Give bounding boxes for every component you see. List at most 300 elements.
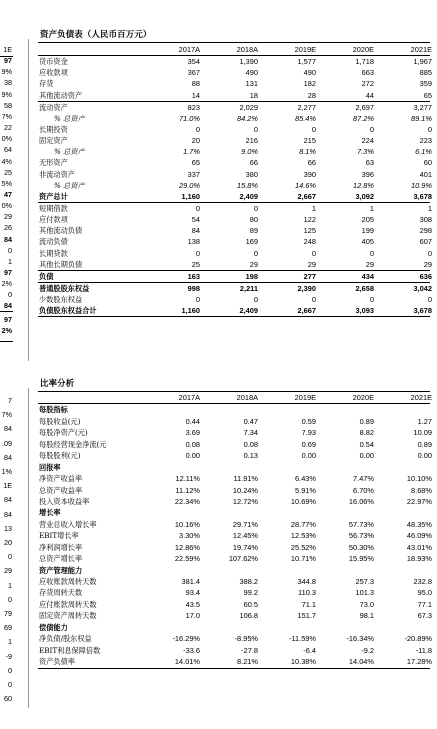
left-fragment-text: 58 — [4, 100, 12, 110]
section-row — [38, 462, 430, 473]
row-label: 流动负债 — [39, 237, 68, 247]
cell-value: 99.2 — [243, 588, 258, 598]
cell-value: 636 — [419, 271, 432, 281]
cell-value: -20.89% — [404, 634, 432, 644]
table-row — [38, 271, 430, 283]
cell-value: 65 — [423, 90, 432, 100]
left-fragment-text: 0 — [8, 594, 12, 604]
left-fragment-text: 97 — [4, 56, 12, 66]
cell-value: 0 — [195, 203, 200, 213]
row-label: 普通股股东权益 — [39, 283, 90, 293]
left-fragment-text: 84 — [4, 301, 12, 311]
cell-value: 19.74% — [232, 542, 258, 552]
table-row — [38, 102, 430, 113]
cell-value: 0 — [195, 295, 200, 305]
table-row — [38, 519, 430, 530]
row-label: 每股股利(元) — [39, 451, 81, 461]
cell-value: 22.97% — [406, 496, 432, 506]
cell-value: -33.6 — [183, 645, 200, 655]
left-fragment-text: 22 — [4, 123, 12, 133]
cell-value: 0.00 — [359, 451, 374, 461]
cell-value: 122 — [303, 215, 316, 225]
cell-value: 7.93 — [301, 428, 316, 438]
cell-value: 2,658 — [355, 283, 374, 293]
table-row — [38, 450, 430, 461]
cell-value: 28.77% — [290, 519, 316, 529]
cell-value: 3,092 — [355, 191, 374, 201]
cell-value: 224 — [361, 136, 374, 146]
left-fragment-text: 26 — [4, 223, 12, 233]
table-row — [38, 56, 430, 67]
cell-value: 15.95% — [348, 554, 374, 564]
cell-value: 380 — [245, 169, 258, 179]
cell-value: 0 — [253, 203, 258, 213]
cell-value: 0 — [195, 248, 200, 258]
cell-value: 1 — [427, 203, 432, 213]
ratio-analysis-title: 比率分析 — [40, 378, 75, 388]
cell-value: 1,967 — [413, 57, 432, 67]
cell-value: 3.69 — [185, 428, 200, 438]
cell-value: 131 — [245, 79, 258, 89]
cell-value: 63 — [365, 158, 374, 168]
table-row — [38, 214, 430, 225]
left-fragment-text: 0 — [8, 680, 12, 689]
row-label: 长期贷款 — [39, 248, 68, 258]
cell-value: 25 — [191, 259, 200, 269]
left-fragment-text: 84 — [4, 424, 12, 434]
cell-value: 215 — [303, 136, 316, 146]
cell-value: 80 — [249, 215, 258, 225]
cell-value: 337 — [187, 169, 200, 179]
cell-value: 29 — [249, 259, 258, 269]
cell-value: 67.3 — [417, 611, 432, 621]
cell-value: 11.12% — [175, 485, 200, 495]
table-row — [38, 473, 430, 484]
cell-value: 6.43% — [295, 474, 316, 484]
cell-value: 1,160 — [181, 306, 200, 316]
cell-value: 2,409 — [239, 306, 258, 316]
row-label: 总资产增长率 — [39, 554, 83, 564]
cell-value: 277 — [303, 271, 316, 281]
cell-value: 7.3% — [357, 147, 374, 157]
row-label: 流动资产 — [39, 102, 68, 112]
cell-value: 663 — [361, 68, 374, 78]
cell-value: 12.11% — [175, 474, 200, 484]
row-label: 无形资产 — [39, 158, 68, 168]
row-label: EBIT利息保障倍数 — [39, 645, 101, 655]
cell-value: 0.69 — [301, 439, 316, 449]
row-label: 其他流动资产 — [39, 90, 83, 100]
cell-value: 0.44 — [185, 416, 200, 426]
cell-value: 29.0% — [179, 180, 200, 190]
cell-value: 607 — [419, 237, 432, 247]
cell-value: 3,277 — [413, 102, 432, 112]
ratio-analysis-table — [38, 392, 430, 669]
left-fragment-text: 20 — [4, 538, 12, 547]
cell-value: 56.73% — [348, 531, 374, 541]
cell-value: 6.1% — [415, 147, 432, 157]
cell-value: 0 — [311, 248, 316, 258]
cell-value: 396 — [361, 169, 374, 179]
row-label: 负债 — [39, 271, 54, 281]
cell-value: 71.0% — [179, 113, 200, 123]
cell-value: 823 — [187, 102, 200, 112]
column-header: 2017A — [178, 45, 200, 54]
cell-value: 1,390 — [239, 57, 258, 67]
row-label: 每股经营现金净流(元 — [39, 439, 107, 449]
table-row — [38, 259, 430, 271]
table-row — [38, 78, 430, 89]
row-label: 长期投资 — [39, 124, 68, 134]
cell-value: 3,093 — [355, 306, 374, 316]
column-divider — [28, 39, 29, 361]
cell-value: 8.21% — [237, 657, 258, 667]
left-fragment-text: 2% — [1, 279, 12, 289]
cell-value: 3.30% — [179, 531, 200, 541]
row-label: 固定资产 — [39, 136, 68, 146]
table-row — [38, 427, 430, 438]
cell-value: 10.09 — [413, 428, 432, 438]
cell-value: 0 — [427, 295, 432, 305]
row-label: 净负债/股东权益 — [39, 634, 92, 644]
column-header: 2018A — [236, 45, 258, 54]
section-row — [38, 404, 430, 415]
cell-value: -16.34% — [346, 634, 374, 644]
cell-value: 0 — [311, 295, 316, 305]
left-fragment-text: 7 — [8, 396, 12, 405]
left-fragment-rule — [0, 341, 13, 342]
cell-value: 367 — [187, 68, 200, 78]
cell-value: 2,211 — [239, 283, 258, 293]
cell-value: 388.2 — [239, 577, 258, 586]
cell-value: -9.2 — [361, 645, 374, 655]
cell-value: 12.8% — [353, 180, 374, 190]
balance-sheet-title: 资产负债表（人民币百万元） — [40, 29, 152, 39]
cell-value: 15.8% — [237, 180, 258, 190]
cell-value: 0.00 — [185, 451, 200, 461]
cell-value: 7.34 — [243, 428, 258, 438]
cell-value: 12.86% — [174, 542, 200, 552]
left-fragment-text: 0% — [1, 134, 12, 144]
table-row — [38, 416, 430, 427]
cell-value: 60.5 — [243, 599, 258, 609]
cell-value: 2,667 — [297, 306, 316, 316]
cell-value: 66 — [307, 158, 316, 168]
cell-value: 85.4% — [295, 113, 316, 123]
cell-value: 18.93% — [406, 554, 432, 564]
cell-value: 2,277 — [297, 102, 316, 112]
cell-value: 43.5 — [185, 599, 200, 609]
left-fragment-text: 9% — [1, 67, 12, 77]
table-row — [38, 191, 430, 203]
left-fragment-text: 84 — [4, 452, 12, 462]
cell-value: 43.01% — [406, 542, 432, 552]
cell-value: 257.3 — [355, 577, 374, 586]
left-fragment-text: 0 — [8, 552, 12, 562]
cell-value: 6.70% — [353, 485, 374, 495]
cell-value: 8.82 — [359, 428, 374, 438]
cell-value: 50.30% — [348, 542, 374, 552]
cell-value: 5.91% — [295, 485, 316, 495]
cell-value: 12.45% — [232, 531, 258, 541]
cell-value: 25.52% — [290, 542, 316, 552]
column-header: 2020E — [352, 393, 374, 402]
cell-value: 308 — [419, 215, 432, 225]
row-label: 资产总计 — [39, 191, 68, 201]
row-label: % 总资产 — [54, 147, 85, 157]
cell-value: 3,678 — [413, 191, 432, 201]
cell-value: 354 — [187, 57, 200, 67]
cell-value: 0.00 — [417, 451, 432, 461]
left-fragment-text: 84 — [4, 234, 12, 244]
section-row — [38, 622, 430, 633]
table-row — [38, 485, 430, 496]
cell-value: 359 — [419, 79, 432, 89]
cell-value: 10.10% — [406, 474, 432, 484]
cell-value: 0 — [369, 124, 374, 134]
row-label: 应付款项 — [39, 215, 68, 225]
table-row — [38, 645, 430, 656]
left-fragment-text: 0 — [8, 290, 12, 300]
left-fragment-text: 84 — [4, 495, 12, 505]
left-fragment-text: 2% — [1, 326, 12, 335]
cell-value: 89 — [249, 226, 258, 236]
table-row — [38, 283, 430, 294]
cell-value: 29 — [423, 259, 432, 269]
cell-value: 272 — [361, 79, 374, 89]
table-row — [38, 633, 430, 644]
table-row — [38, 67, 430, 78]
cell-value: 11.91% — [233, 474, 258, 484]
left-fragment-text: 1 — [8, 256, 12, 266]
balance-sheet-top-rule — [38, 42, 430, 43]
cell-value: 14.04% — [348, 657, 374, 667]
left-fragment-text: 79 — [4, 609, 12, 618]
cell-value: 57.73% — [348, 519, 374, 529]
cell-value: 101.3 — [355, 588, 374, 598]
cell-value: 138 — [187, 237, 200, 247]
cell-value: 60 — [423, 158, 432, 168]
column-header: 2018A — [236, 393, 258, 402]
cell-value: 84.2% — [237, 113, 258, 123]
cell-value: 0 — [369, 248, 374, 258]
cell-value: 182 — [303, 79, 316, 89]
row-label: 应付账款周转天数 — [39, 599, 97, 609]
cell-value: 107.62% — [228, 554, 258, 564]
row-label: 负债股东权益合计 — [39, 306, 97, 316]
cell-value: 0.08 — [243, 439, 258, 449]
cell-value: 14 — [191, 90, 200, 100]
cell-value: 29 — [307, 259, 316, 269]
cell-value: 1.27 — [417, 416, 432, 426]
row-label: 总资产收益率 — [39, 485, 83, 495]
left-fragment-text: 38 — [4, 78, 12, 88]
row-label: 净资产收益率 — [39, 474, 83, 484]
table-row — [38, 169, 430, 180]
table-row — [38, 439, 430, 450]
table-row — [38, 225, 430, 236]
cell-value: 0 — [253, 295, 258, 305]
cell-value: 151.7 — [297, 611, 316, 621]
cell-value: 223 — [419, 136, 432, 146]
cell-value: -11.59% — [289, 634, 316, 644]
row-label: 应收款项 — [39, 68, 68, 78]
row-label: 少数股东权益 — [39, 295, 83, 305]
left-fragment-rule — [0, 56, 13, 57]
cell-value: 28 — [307, 90, 316, 100]
header-row — [38, 392, 430, 404]
cell-value: 65 — [191, 158, 200, 168]
left-fragment-text: 69 — [4, 623, 12, 633]
left-fragment-text: 5% — [1, 178, 12, 188]
cell-value: 1,718 — [355, 57, 374, 67]
cell-value: 0.59 — [301, 416, 316, 426]
cell-value: 10.69% — [290, 496, 316, 506]
cell-value: 998 — [187, 283, 200, 293]
cell-value: 885 — [419, 68, 432, 78]
cell-value: 110.3 — [298, 588, 316, 598]
table-row — [38, 113, 430, 124]
cell-value: 20 — [191, 136, 200, 146]
row-label: 回报率 — [39, 462, 61, 472]
cell-value: 29.71% — [232, 519, 258, 529]
cell-value: -6.4 — [303, 645, 316, 655]
table-row — [38, 610, 430, 621]
cell-value: 1 — [311, 203, 316, 213]
cell-value: 198 — [245, 271, 258, 281]
cell-value: 54 — [191, 215, 200, 225]
table-row — [38, 146, 430, 157]
table-row — [38, 180, 430, 191]
cell-value: 14.6% — [295, 180, 316, 190]
cell-value: 0 — [427, 124, 432, 134]
cell-value: 3,678 — [413, 306, 432, 316]
row-label: 每股净资产(元) — [39, 428, 88, 438]
row-label: 固定资产周转天数 — [39, 611, 97, 621]
row-label: 增长率 — [39, 508, 61, 518]
table-row — [38, 656, 430, 668]
cell-value: 199 — [361, 226, 374, 236]
cell-value: 7.47% — [353, 474, 374, 484]
cell-value: 0.13 — [243, 451, 258, 461]
cell-value: 66 — [249, 158, 258, 168]
cell-value: 16.06% — [348, 496, 374, 506]
left-fragment-text: 47 — [4, 189, 12, 199]
left-fragment-text: 1% — [1, 467, 12, 476]
cell-value: 93.4 — [185, 588, 200, 598]
cell-value: 14.01% — [174, 657, 200, 667]
cell-value: 9.0% — [241, 147, 258, 157]
left-fragment-text: 0 — [8, 245, 12, 255]
column-header: 2019E — [294, 393, 316, 402]
cell-value: 3,042 — [413, 283, 432, 293]
cell-value: 490 — [245, 68, 258, 78]
balance-sheet-table — [38, 44, 430, 317]
row-label: 营业总收入增长率 — [39, 519, 97, 529]
cell-value: 0 — [253, 124, 258, 134]
row-label: EBIT增长率 — [39, 531, 79, 541]
column-divider — [28, 388, 29, 708]
cell-value: 106.8 — [239, 611, 258, 621]
row-label: % 总资产 — [54, 113, 85, 123]
left-fragment-text: 84 — [4, 509, 12, 519]
row-label: 存货 — [39, 79, 54, 89]
cell-value: 10.24% — [232, 485, 258, 495]
left-fragment-text: 0 — [8, 665, 12, 675]
cell-value: 8.68% — [411, 485, 432, 495]
left-fragment-text: 1E — [3, 45, 12, 54]
left-fragment-text: 29 — [4, 212, 12, 222]
cell-value: 95.0 — [417, 588, 432, 598]
cell-value: 77.1 — [417, 599, 432, 609]
table-row — [38, 248, 430, 259]
cell-value: 84 — [191, 226, 200, 236]
left-fragment-rule — [0, 311, 13, 312]
section-row — [38, 507, 430, 518]
cell-value: 22.34% — [174, 496, 200, 506]
cell-value: 490 — [303, 68, 316, 78]
column-header: 2021E — [410, 45, 432, 54]
row-label: 非流动资产 — [39, 169, 75, 179]
cell-value: 0.47 — [243, 416, 258, 426]
cell-value: 381.4 — [181, 577, 200, 586]
header-row — [38, 44, 430, 56]
row-label: 短期借款 — [39, 203, 68, 213]
table-row — [38, 203, 430, 214]
left-fragment-text: 9% — [1, 89, 12, 99]
column-header: 2017A — [178, 393, 200, 402]
table-row — [38, 157, 430, 168]
cell-value: 0 — [195, 124, 200, 134]
cell-value: 73.0 — [359, 599, 374, 609]
left-fragment-text: 13 — [4, 523, 12, 533]
row-label: 每股收益(元) — [39, 416, 81, 426]
cell-value: 12.72% — [232, 496, 258, 506]
cell-value: 434 — [361, 271, 374, 281]
row-label: 每股指标 — [39, 405, 68, 415]
cell-value: -27.8 — [241, 645, 258, 655]
cell-value: 0.89 — [417, 439, 432, 449]
cell-value: 48.35% — [406, 519, 432, 529]
left-fragment-text: 97 — [4, 268, 12, 277]
cell-value: 248 — [303, 237, 316, 247]
cell-value: 1,160 — [181, 191, 200, 201]
table-row — [38, 90, 430, 102]
cell-value: 125 — [303, 226, 316, 236]
cell-value: 2,409 — [239, 191, 258, 201]
cell-value: 17.0 — [185, 611, 200, 621]
left-fragment-text: 1E — [3, 481, 12, 491]
cell-value: 2,029 — [239, 102, 258, 112]
cell-value: 10.71% — [290, 554, 316, 564]
table-row — [38, 305, 430, 317]
table-row — [38, 496, 430, 507]
left-fragment-text: 64 — [4, 145, 12, 155]
table-row — [38, 542, 430, 553]
cell-value: -16.29% — [172, 634, 200, 644]
section-row — [38, 565, 430, 576]
table-row — [38, 236, 430, 247]
cell-value: 0.00 — [301, 451, 316, 461]
column-header: 2019E — [294, 45, 316, 54]
cell-value: 2,667 — [297, 191, 316, 201]
table-row — [38, 599, 430, 610]
cell-value: 232.8 — [413, 577, 432, 586]
row-label: 其他流动负债 — [39, 226, 83, 236]
row-label: 偿债能力 — [39, 622, 68, 632]
cell-value: 0.54 — [359, 439, 374, 449]
cell-value: 0.89 — [359, 416, 374, 426]
